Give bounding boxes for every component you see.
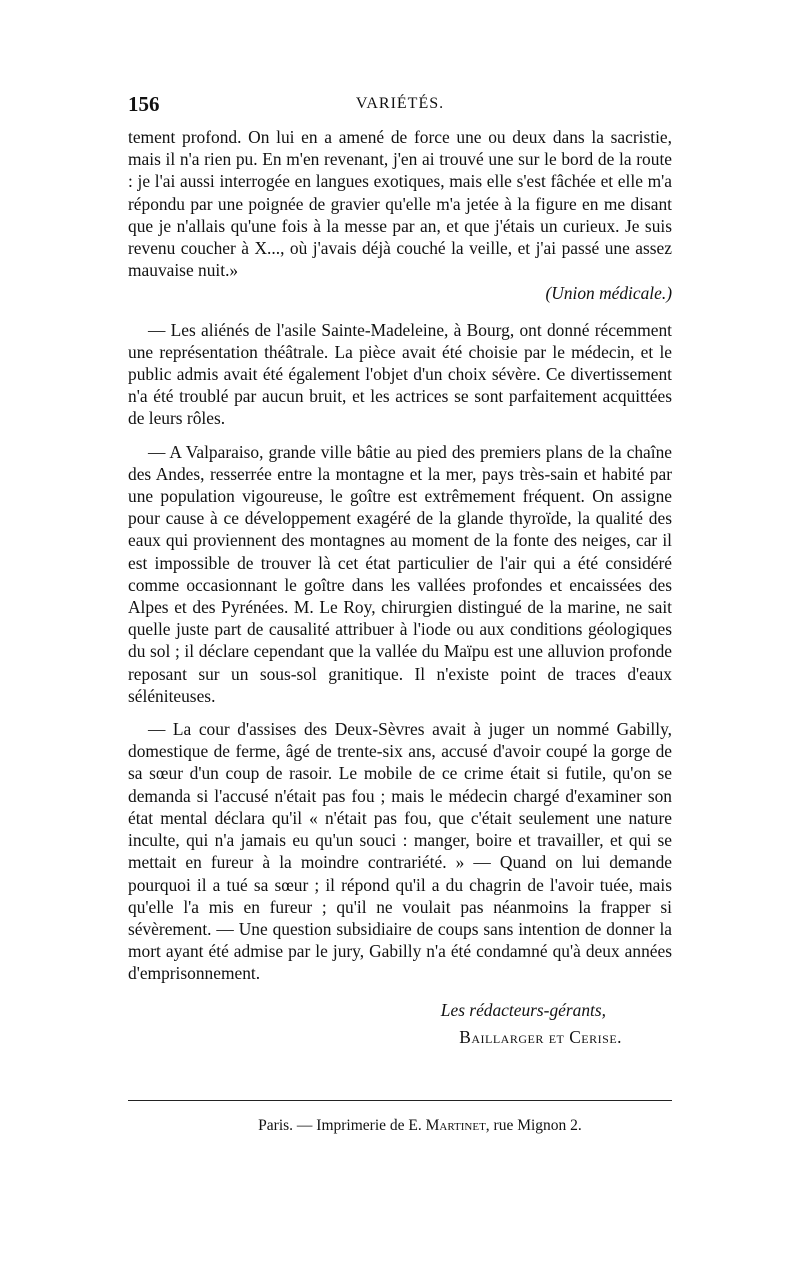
paragraph-valparaiso: — A Valparaiso, grande ville bâtie au pied des premiers plans de la chaîne des Andes, resserrée entre la montagne et la mer, pays très-sain et habité par une population vigoureuse, le goître est extrêmement fréquent. On assigne pour cause à ce développement exagéré de la glande thyroïde, la qualité des eaux qui proviennent des montagnes au moment de la fonte des neiges, car il est impossible de trouver là cet état particulier de l'air qui a été considéré comme occasionnant le goître dans les vallées profondes et encaissées des Alpes et des Pyrénées. M. Le Roy, chirurgien distingué de la marine, ne sait quelle juste part de causalité attribuer à l'iode ou aux conditions géologiques du sol ; il déclare cependant que la vallée du Maïpu est une alluvion profonde reposant sur un sous-sol granitique. Il n'existe point de traces d'eaux séléniteuses.: [128, 441, 672, 706]
source-citation: (Union médicale.): [545, 283, 672, 304]
paragraph-asile: — Les aliénés de l'asile Sainte-Madeleine, à Bourg, ont donné récemment une représentation théâtrale. La pièce avait été choisie par le médecin, et le public admis avait été également l'objet d'un choix sévère. Ce divertissement n'a été troublé par aucun bruit, et les actrices se sont parfaitement acquittées de leurs rôles.: [128, 319, 672, 429]
paragraph-cour-assises: — La cour d'assises des Deux-Sèvres avait à juger un nommé Gabilly, domestique de ferme, âgé de trente-six ans, accusé d'avoir coupé la gorge de sa sœur d'un coup de rasoir. Le mobile de ce crime était si futile, qu'on se demanda si l'accusé n'était pas fou ; mais le médecin chargé d'examiner son état mental déclara qu'il « n'était pas fou, que c'était seulement une nature inculte, qui n'a jamais eu qu'un souci : manger, boire et travailler, et qui se mettait en fureur à la moindre contrariété. » — Quand on lui demande pourquoi il a tué sa sœur ; il répond qu'il a du chagrin de l'avoir tuée, mais qu'elle l'a mis en fureur ; qu'il ne voulait pas néanmoins la frapper si sévèrement. — Une question subsidiaire de coups sans intention de donner la mort ayant été admise par le jury, Gabilly n'a été condamné qu'à deux années d'emprisonnement.: [128, 719, 672, 984]
paragraph-continuation: tement profond. On lui en a amené de force une ou deux dans la sacristie, mais il n'a rien pu. En m'en revenant, j'en ai trouvé une sur le bord de la route : je l'ai aussi interrogée en langues exotiques, mais elle s'est fâchée et elle m'a répondu par une poignée de gravier qu'elle m'a jetée à la figure en me disant que je n'allais qu'une fois à la messe par an, et que j'étais un curieux. Je suis revenu coucher à X..., où j'avais déjà couché la veille, et j'ai passé une assez mauvaise nuit.»: [128, 127, 672, 281]
page: [128, 92, 672, 1137]
signature-names: Baillarger et Cerise.: [459, 1026, 622, 1047]
imprint-suffix: , rue Mignon 2.: [485, 1116, 582, 1134]
imprint-name: Martinet: [425, 1116, 486, 1134]
printer-imprint: [128, 1115, 672, 1137]
footer-rule: [128, 1100, 672, 1101]
signature-title: Les rédacteurs-gérants,: [440, 999, 606, 1020]
imprint-prefix: Paris. — Imprimerie de E.: [258, 1116, 426, 1134]
page-number: 156: [128, 92, 160, 116]
page-header: [128, 92, 672, 122]
running-head: VARIÉTÉS.: [355, 95, 445, 112]
